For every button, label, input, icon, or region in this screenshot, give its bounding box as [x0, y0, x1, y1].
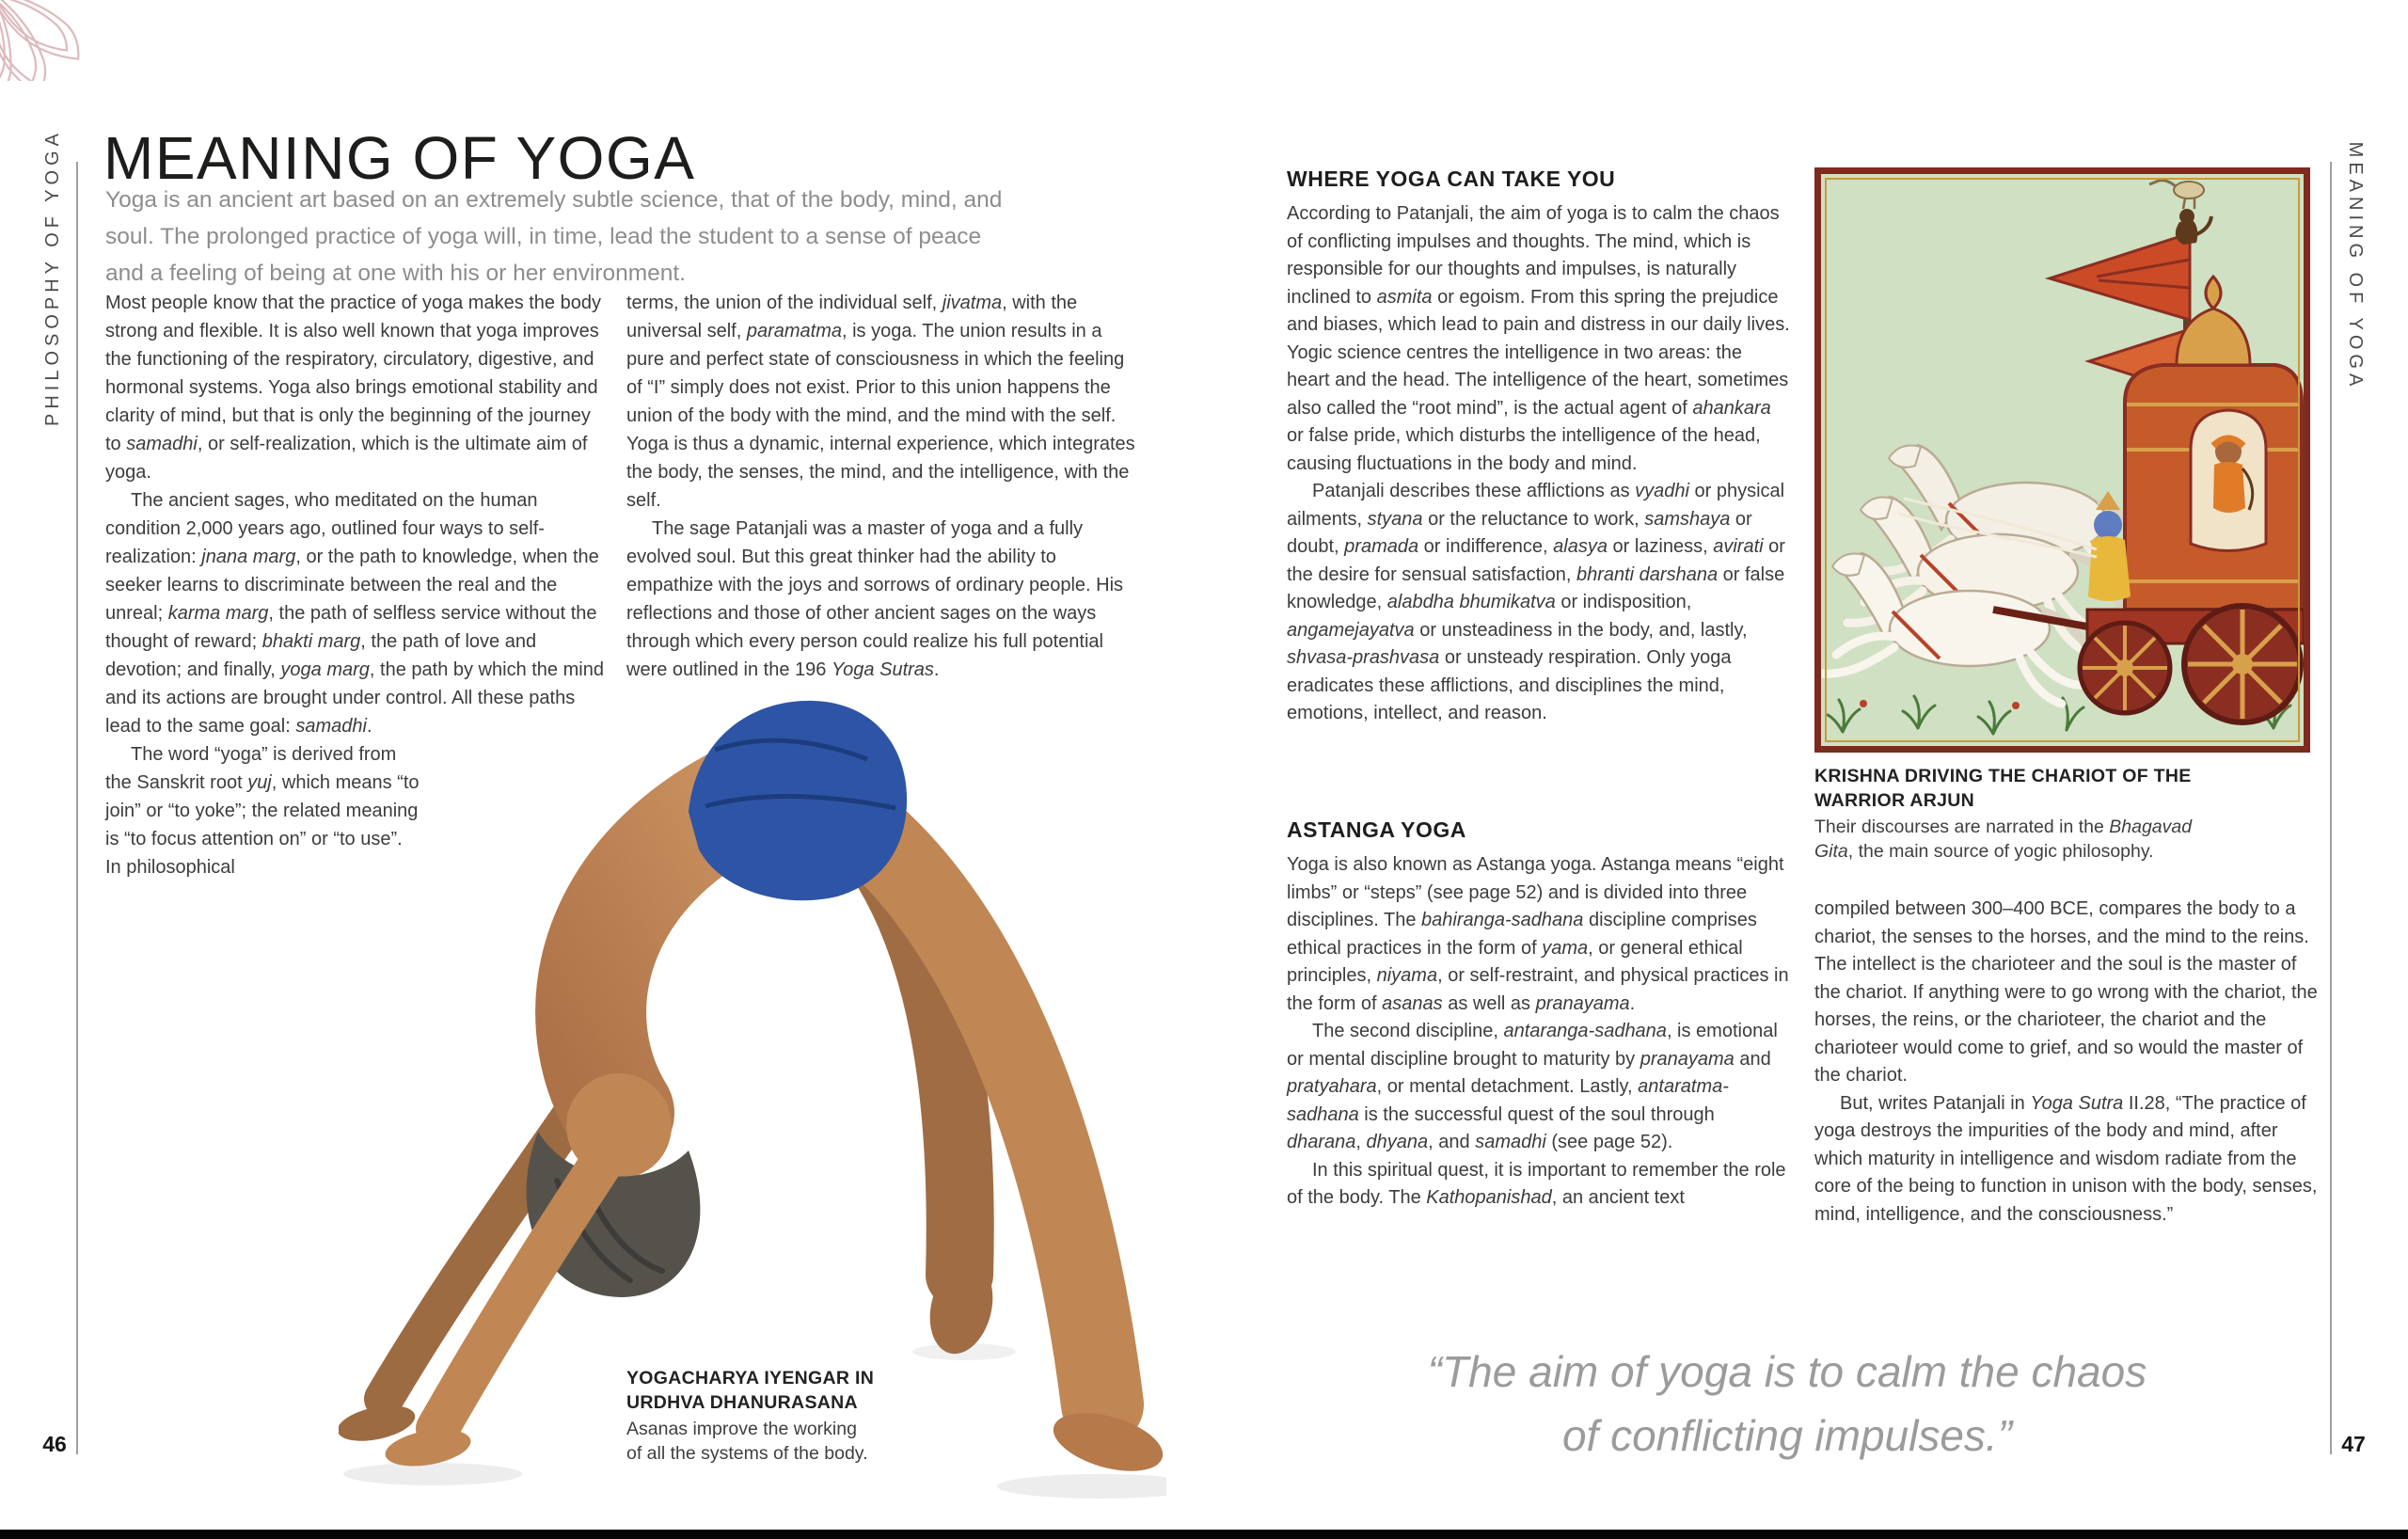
krishna-chariot-painting: [1814, 167, 2310, 753]
paragraph: The word “yoga” is derived from the Sanskrit root yuj, which means “to join” or “to yoke”; the related meaning is “to focus attention on” or “to use”. In philosophical: [105, 744, 420, 878]
page-number-right: 47: [2341, 1432, 2366, 1456]
paragraph: The second discipline, antaranga-sadhana, is emotional or mental discipline brought to maturity by pranayama and pratyahara, or mental detachment. Lastly, antaratma-sadhana is the successful quest of the soul through dharana, dhyana, and samadhi (see page 52).: [1287, 1021, 1778, 1152]
right-page-column-1: [1287, 166, 1790, 728]
paragraph: The sage Patanjali was a master of yoga and a fully evolved soul. But this great thinker had the ability to empathize with the joys and sorrows of ordinary people. His reflections and those of other ancient sages on the ways through which every person could realize his full potential were outlined in the 196 Yoga Sutras.: [626, 518, 1124, 680]
section-heading-where-yoga: WHERE YOGA CAN TAKE YOU: [1287, 167, 1616, 191]
paragraph: The ancient sages, who meditated on the human condition 2,000 years ago, outlined four ways to self-realization: jnana marg, or the path to knowledge, when the seeker learns to discriminate between the real and the unreal; karma marg, the path of selfless service without the thought of reward; bhakti marg, the path of love and devotion; and finally, yoga marg, the path by which the mind and its actions are brought under control. All these paths lead to the same goal: samadhi.: [105, 490, 604, 737]
photo-caption-body: Asanas improve the working of all the systems of the body.: [626, 1419, 868, 1464]
left-page-column-2: [626, 289, 1140, 684]
paragraph: compiled between 300–400 BCE, compares the body to a chariot, the senses to the horses, and the mind to the reins. The intellect is the charioteer and the soul is the master of the chariot. If anything were to go wrong with the chariot, the horses, the reins, or the charioteer, the chariot and the charioteer would come to grief, and so would the master of the chariot.: [1814, 898, 2318, 1086]
paragraph: Most people know that the practice of yoga makes the body strong and flexible. It is also well known that yoga improves the functioning of the respiratory, circulatory, digestive, and hormonal systems. Yoga also brings emotional stability and clarity of mind, but that is only the beginning of the journey to samadhi, or self-realization, which is the ultimate aim of yoga.: [105, 293, 601, 483]
artwork-caption-title: KRISHNA DRIVING THE CHARIOT OF THE WARRIOR ARJUN: [1814, 766, 2192, 811]
paragraph: Patanjali describes these afflictions as vyadhi or physical ailments, styana or the reluctance to work, samshaya or doubt, pramada or indifference, alasya or laziness, avirati or the desire for sensual satisfaction, bhranti darshana or false knowledge, alabdha bhumikatva or indisposition, angamejayatva or unsteadiness in the body, and, lastly, shvasa-prashvasa or unsteady respiration. Only yoga eradicates these afflictions, and disciplines the mind, emotions, intellect, and reason.: [1287, 481, 1785, 723]
artwork-caption: [1814, 764, 2257, 864]
paragraph: In this spiritual quest, it is important to remember the role of the body. The Kathopanishad, an ancient text: [1287, 1159, 1786, 1208]
paragraph: But, writes Patanjali in Yoga Sutra II.28, “The practice of yoga destroys the impurities of the body and mind, after which maturity in intelligence and wisdom radiate from the core of the being to function in unison with the body, senses, mind, intelligence, and the consciousness.”: [1814, 1092, 2318, 1225]
left-sidebar-label: PHILOSOPHY OF YOGA: [42, 129, 63, 426]
bottom-black-bar: [0, 1530, 2408, 1539]
photo-caption: [626, 1366, 927, 1466]
paragraph: According to Patanjali, the aim of yoga is to calm the chaos of conflicting impulses and thoughts. The mind, which is responsible for our thoughts and impulses, is naturally inclined to asmita or egoism. From this spring the prejudice and biases, which lead to pain and distress in our daily lives. Yogic science centres the intelligence in two areas: the heart and the head. The intelligence of the heart, sometimes also called the “root mind”, is the actual agent of ahankara or false pride, which disturbs the intelligence of the head, causing fluctuations in the body and mind.: [1287, 203, 1790, 474]
section-astanga-yoga: [1287, 817, 1790, 1213]
paragraph: Yoga is also known as Astanga yoga. Astanga means “eight limbs” or “steps” (see page 52) and is divided into three disciplines. The bahiranga-sadhana discipline comprises ethical practices in the form of yama, or general ethical principles, niyama, or self-restraint, and physical practices in the form of asanas as well as pranayama.: [1287, 854, 1789, 1014]
right-page-column-2: [1814, 896, 2327, 1229]
photo-caption-title: YOGACHARYA IYENGAR IN URDHVA DHANURASANA: [626, 1368, 875, 1413]
pull-quote: “The aim of yoga is to calm the chaos of conflicting impulses.”: [1427, 1347, 2147, 1460]
page-title: MEANING OF YOGA: [103, 123, 696, 192]
page-number-left: 46: [42, 1432, 67, 1456]
paragraph: terms, the union of the individual self, jivatma, with the universal self, paramatma, is yoga. The union results in a pure and perfect state of consciousness in which the feeling of “I” simply does not exist. Prior to this union happens the union of the body with the mind, and the mind with the self. Yoga is thus a dynamic, internal experience, which integrates the body, the senses, the mind, and the intelligence, with the self.: [626, 293, 1135, 511]
intro-paragraph: Yoga is an ancient art based on an extremely subtle science, that of the body, mind, and soul. The prolonged practice of yoga will, in time, lead the student to a sense of peace and a feeling of being at one with his or her environment.: [105, 186, 1003, 286]
section-heading-astanga: ASTANGA YOGA: [1287, 817, 1466, 842]
right-margin-rule: [2330, 162, 2332, 1454]
left-margin-rule: [76, 162, 78, 1454]
lotus-corner-motif-icon: [0, 0, 160, 81]
artwork-caption-body: Their discourses are narrated in the Bhagavad Gita, the main source of yogic philosophy.: [1814, 817, 2193, 862]
right-sidebar-label: MEANING OF YOGA: [2345, 141, 2366, 391]
